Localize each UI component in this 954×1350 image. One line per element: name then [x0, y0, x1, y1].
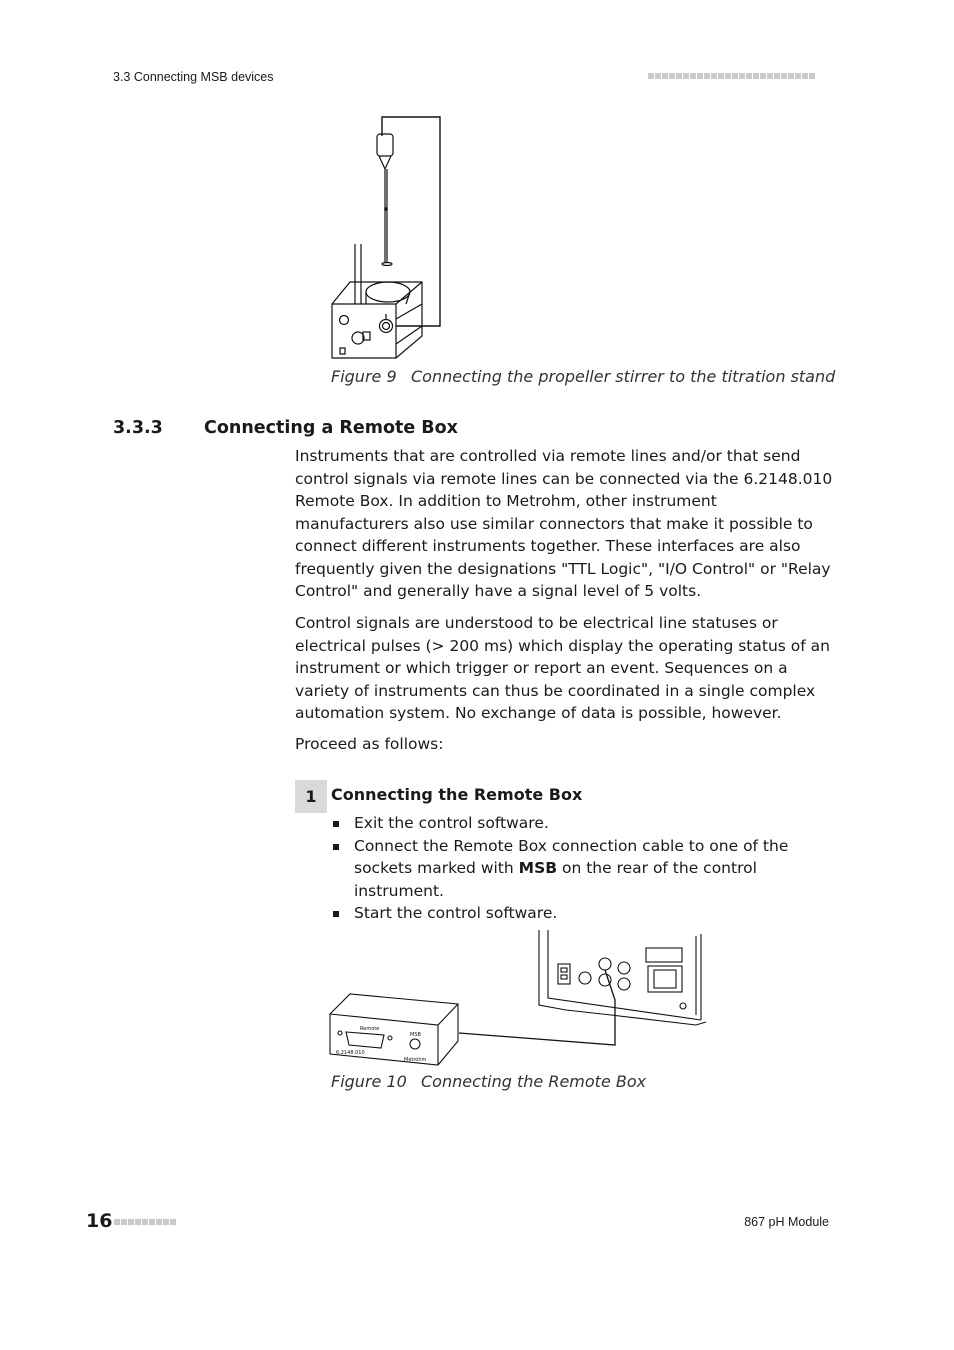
paragraph-proceed: Proceed as follows:: [295, 735, 444, 753]
figure-9-caption: [331, 367, 835, 386]
paragraph-control-signals: Control signals are understood to be electrical line statuses or electrical pulses (> 200 ms) which display the operating status of an instrument or which trigger or report an event. Sequences on a variety of instruments can thus be coordinated in a single complex automation system. No exchange of data is possible, however.: [295, 614, 830, 722]
figure-10-caption: [331, 1072, 646, 1091]
list-item: [331, 835, 831, 903]
footer-decoration: [114, 1219, 176, 1225]
figure-10-caption-text: Connecting the Remote Box: [421, 1072, 647, 1091]
page-number: 16: [86, 1210, 113, 1232]
header-decoration: [648, 73, 815, 79]
figure-10-illustration: [326, 930, 711, 1070]
section-number: 3.3.3: [113, 418, 163, 438]
bullet-bold-text: MSB: [518, 859, 558, 877]
step-bullet-list: [331, 812, 831, 925]
list-item: [331, 902, 831, 925]
brand-label: Metrohm: [404, 1057, 427, 1063]
bullet-text: Exit the control software.: [354, 814, 549, 832]
footer-product-name: 867 pH Module: [744, 1215, 829, 1229]
remote-label: Remote: [360, 1026, 380, 1032]
figure-10-label: Figure 10: [331, 1072, 407, 1091]
msb-label: MSB: [410, 1032, 421, 1038]
step-number-badge: 1: [295, 780, 327, 813]
paragraph-remote-box-intro: Instruments that are controlled via remote lines and/or that send control signals via remote lines can be connected via the 6.2148.010 Remote Box. In addition to Metrohm, other instrument manufacturers also use similar connectors that make it possible to connect different instruments together. These interfaces are also frequently given the designations "TTL Logic", "I/O Control" or "Relay Control" and generally have a signal level of 5 volts.: [295, 447, 833, 600]
bullet-text: on the rear of the control instrument.: [354, 859, 757, 900]
step-title: Connecting the Remote Box: [331, 785, 583, 804]
bullet-square-icon: [333, 911, 339, 917]
bullet-text: Connect the Remote Box connection cable to one of the sockets marked with: [354, 836, 789, 877]
figure-9-label: Figure 9: [331, 367, 397, 386]
bullet-square-icon: [333, 844, 339, 850]
bullet-square-icon: [333, 821, 339, 827]
list-item: [331, 812, 831, 835]
part-number-label: 6.2148.010: [336, 1050, 365, 1056]
bullet-text: Start the control software.: [354, 904, 558, 922]
running-header-section: 3.3 Connecting MSB devices: [113, 70, 274, 84]
figure-9-caption-text: Connecting the propeller stirrer to the titration stand: [411, 367, 836, 386]
figure-9-illustration: [330, 114, 450, 364]
section-title: Connecting a Remote Box: [204, 418, 458, 438]
